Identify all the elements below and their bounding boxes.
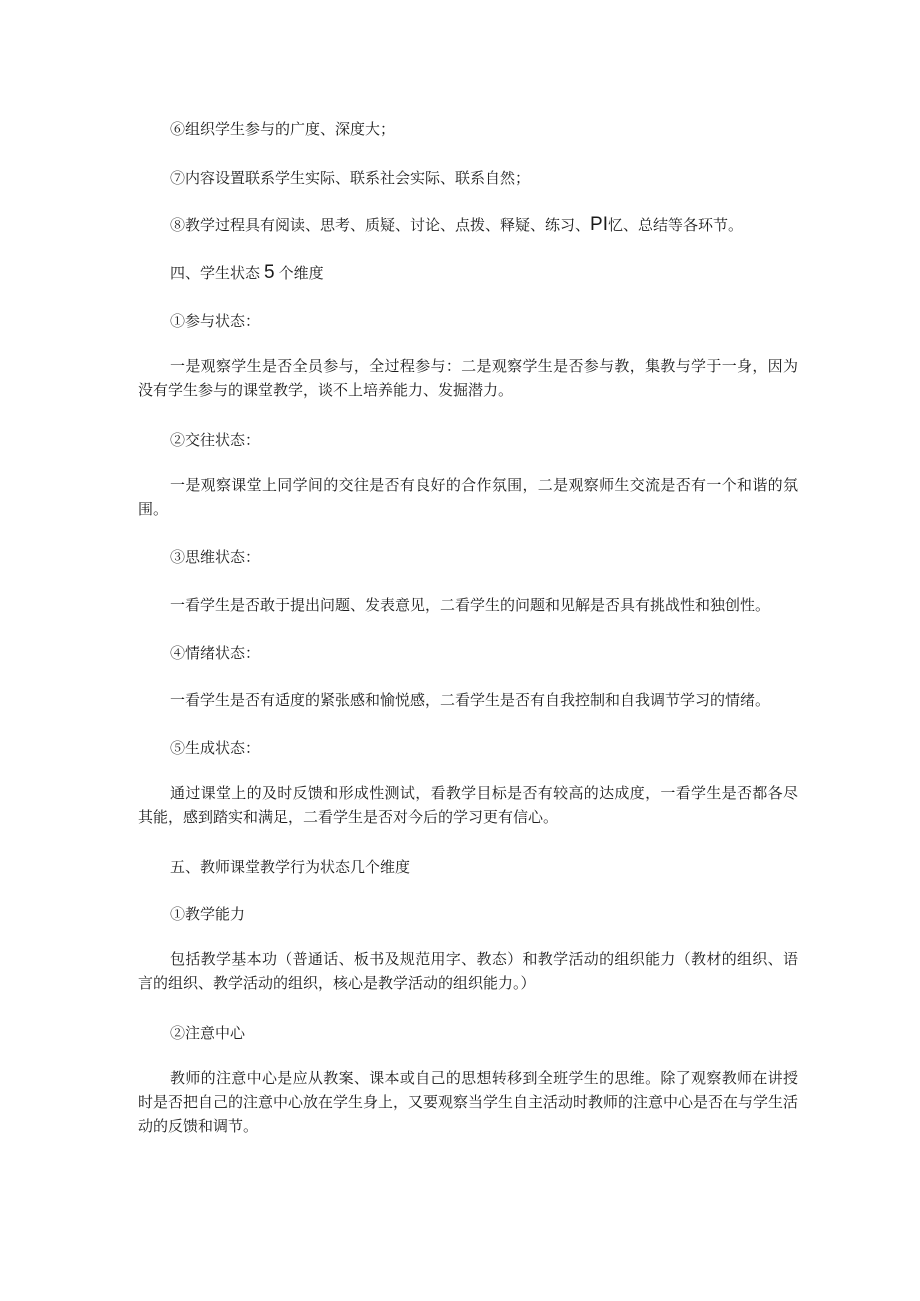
paragraph-interaction: 一是观察课堂上同学间的交往是否有良好的合作氛围，二是观察师生交流是否有一个和谐的氛围。 xyxy=(138,476,798,518)
subheading-participation: ①参与状态： xyxy=(170,312,261,330)
list-item-8-large-text: PI xyxy=(590,214,608,235)
paragraph-participation: 一是观察学生是否全员参与，全过程参与：二是观察学生是否参与教，集教与学于一身，因为没有学生参与的课堂教学，谈不上培养能力、发掘潜力。 xyxy=(138,357,798,399)
subheading-thinking: ③思维状态： xyxy=(170,548,261,566)
section-heading-student-state-end: 个维度 xyxy=(278,264,324,282)
list-item-7: ⑦内容设置联系学生实际、联系社会实际、联系自然； xyxy=(170,169,531,187)
paragraph-thinking: 一看学生是否敢于提出问题、发表意见，二看学生的问题和见解是否具有挑战性和独创性。 xyxy=(170,596,771,614)
paragraph-emotion: 一看学生是否有适度的紧张感和愉悦感，二看学生是否有自我控制和自我调节学习的情绪。 xyxy=(170,691,771,709)
section-heading-teacher-behavior: 五、教师课堂教学行为状态几个维度 xyxy=(170,858,411,876)
paragraph-attention-focus: 教师的注意中心是应从教案、课本或自己的思想转移到全班学生的思维。除了观察教师在讲授时是否把自己的注意中心放在学生身上，又要观察当学生自主活动时教师的注意中心是否在与学生活动的反馈和调节。 xyxy=(138,1069,799,1135)
section-heading-student-state-start: 四、学生状态 xyxy=(170,264,261,282)
paragraph-teaching-ability: 包括教学基本功（普通话、板书及规范用字、教态）和教学活动的组织能力（教材的组织、语言的组织、教学活动的组织，核心是教学活动的组织能力。） xyxy=(138,950,798,992)
section-heading-student-state-number: 5 xyxy=(264,262,275,283)
subheading-emotion: ④情绪状态： xyxy=(170,644,261,662)
paragraph-generation: 通过课堂上的及时反馈和形成性测试，看教学目标是否有较高的达成度，一看学生是否都各尽其能，感到踏实和满足，二看学生是否对今后的学习更有信心。 xyxy=(138,784,798,826)
subheading-attention-focus: ②注意中心 xyxy=(170,1024,246,1042)
list-item-8 xyxy=(170,213,743,237)
list-item-8-text-end: 忆、总结等各环节。 xyxy=(607,216,743,234)
subheading-generation: ⑤生成状态： xyxy=(170,739,261,757)
list-item-8-text-start: ⑧教学过程具有阅读、思考、质疑、讨论、点拨、释疑、练习、 xyxy=(170,216,591,234)
section-heading-student-state xyxy=(170,261,324,285)
list-item-6: ⑥组织学生参与的广度、深度大； xyxy=(170,120,396,138)
subheading-interaction: ②交往状态： xyxy=(170,431,261,449)
subheading-teaching-ability: ①教学能力 xyxy=(170,905,246,923)
